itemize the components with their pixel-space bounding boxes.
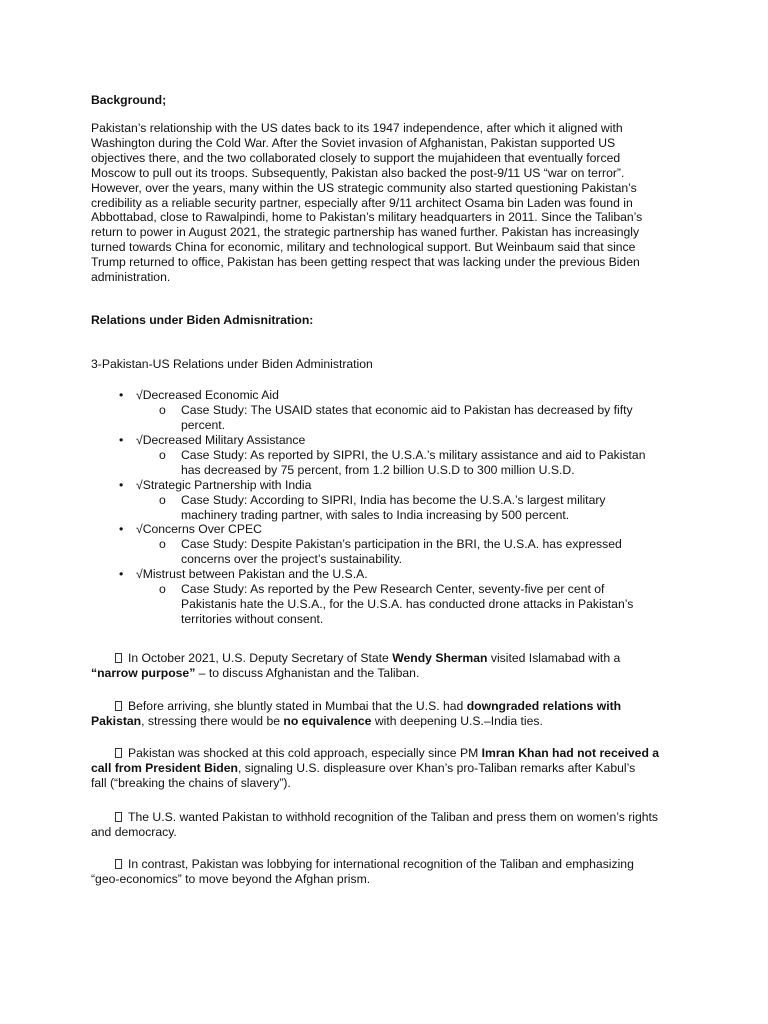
missing-glyph-icon [115,701,122,711]
case-study-item [91,448,691,478]
case-study-line: concerns over the project’s sustainability. [181,552,403,567]
bullet-item [91,567,691,582]
background-line: credibility as a reliable security partner, especially after 9/11 architect Osama bin Laden was found in [91,195,633,210]
sub-bullet-glyph: o [159,447,166,462]
background-line: Pakistan’s relationship with the US dates back to its 1947 independence, after which it aligned with [91,121,623,135]
bullet-glyph: • [119,388,124,402]
case-study-line: Case Study: Despite Pakistan’s participation in the BRI, the U.S.A. has expressed [181,537,622,552]
case-study-line: Case Study: As reported by SIPRI, the U.S.A.’s military assistance and aid to Pakistan [181,447,646,462]
sub-bullet-glyph: o [159,582,166,597]
bullet-glyph: • [119,477,124,492]
background-line: Abbottabad, close to Rawalpindi, home to Pakistan’s military headquarters in 2011. Since the Taliban’s [91,210,643,225]
background-line: objectives there, and the two collaborated closely to support the mujahideen that eventually forced [91,150,621,165]
case-study-line: Case Study: As reported by the Pew Research Center, seventy-five per cent of [181,582,605,597]
case-study-line: percent. [181,417,226,432]
case-study-item [91,493,691,523]
bullet-label: √Decreased Economic Aid [136,388,279,402]
relations-heading: Relations under Biden Admisnitration: [91,313,314,327]
note-paragraph: Before arriving, she bluntly stated in Mumbai that the U.S. had downgraded relations with Pakistan, stressing there would be no equivalence with deepening U.S.–India ties. [91,699,622,728]
case-study-line: machinery trading partner, with sales to India increasing by 500 percent. [181,507,570,522]
bullet-label: √Strategic Partnership with India [136,477,312,492]
sub-bullet-glyph: o [159,403,166,417]
relations-subtitle: 3-Pakistan-US Relations under Biden Administration [91,357,373,371]
background-heading: Background; [91,93,167,107]
note-paragraph: In October 2021, U.S. Deputy Secretary of State Wendy Sherman visited Islamabad with a “narrow purpose” – to discuss Afghanistan and the Taliban. [91,651,621,680]
missing-glyph-icon [115,748,122,758]
note-paragraph: The U.S. wanted Pakistan to withhold recognition of the Taliban and press them on women’s rights and democracy. [91,810,659,839]
note-paragraph: In contrast, Pakistan was lobbying for international recognition of the Taliban and emphasizing “geo-economics” to move beyond the Afghan prism. [91,857,634,886]
bullet-item [91,388,691,403]
bullet-glyph: • [119,522,124,537]
bullet-glyph: • [119,432,124,447]
background-line: return to power in August 2021, the strategic partnership has waned further. Pakistan has increasingly [91,225,640,240]
bullet-item [91,433,691,448]
note-paragraph: Pakistan was shocked at this cold approach, especially since PM Imran Khan had not received a call from President Biden, signaling U.S. displeasure over Khan’s pro-Taliban remarks after Kabul’s fall (“breaking the chains of slavery”). [91,746,660,790]
bullet-label: √Concerns Over CPEC [136,522,262,537]
background-paragraph [91,121,681,285]
relations-bullet-list [91,388,691,627]
background-line: turned towards China for economic, military and technological support. But Weinbaum said that since [91,240,636,255]
case-study-item [91,403,691,433]
background-line: administration. [91,270,171,285]
case-study-line: Case Study: The USAID states that economic aid to Pakistan has decreased by fifty [181,403,633,417]
background-line: Moscow to pull out its troops. Subsequently, Pakistan also backed the post-9/11 US “war on terror”. [91,165,625,180]
sub-bullet-glyph: o [159,492,166,507]
case-study-item [91,537,691,567]
missing-glyph-icon [115,812,122,822]
missing-glyph-icon [115,859,122,869]
bullet-label: √Mistrust between Pakistan and the U.S.A. [136,567,368,582]
bullet-item [91,522,691,537]
bullet-item [91,478,691,493]
case-study-line: territories without consent. [181,612,324,627]
sub-bullet-glyph: o [159,537,166,552]
case-study-line: has decreased by 75 percent, from 1.2 billion U.S.D to 300 million U.S.D. [181,462,575,477]
bullet-label: √Decreased Military Assistance [136,432,306,447]
missing-glyph-icon [115,653,122,663]
case-study-line: Case Study: According to SIPRI, India has become the U.S.A.’s largest military [181,492,606,507]
bullet-glyph: • [119,567,124,582]
background-line: Trump returned to office, Pakistan has been getting respect that was lacking under the previous Biden [91,255,640,270]
case-study-line: Pakistanis hate the U.S.A., for the U.S.A. has conducted drone attacks in Pakistan’s [181,597,634,612]
background-line: However, over the years, many within the US strategic community also started questioning Pakistan’s [91,180,637,195]
case-study-item [91,582,691,627]
background-line: Washington during the Cold War. After the Soviet invasion of Afghanistan, Pakistan supported US [91,135,616,150]
